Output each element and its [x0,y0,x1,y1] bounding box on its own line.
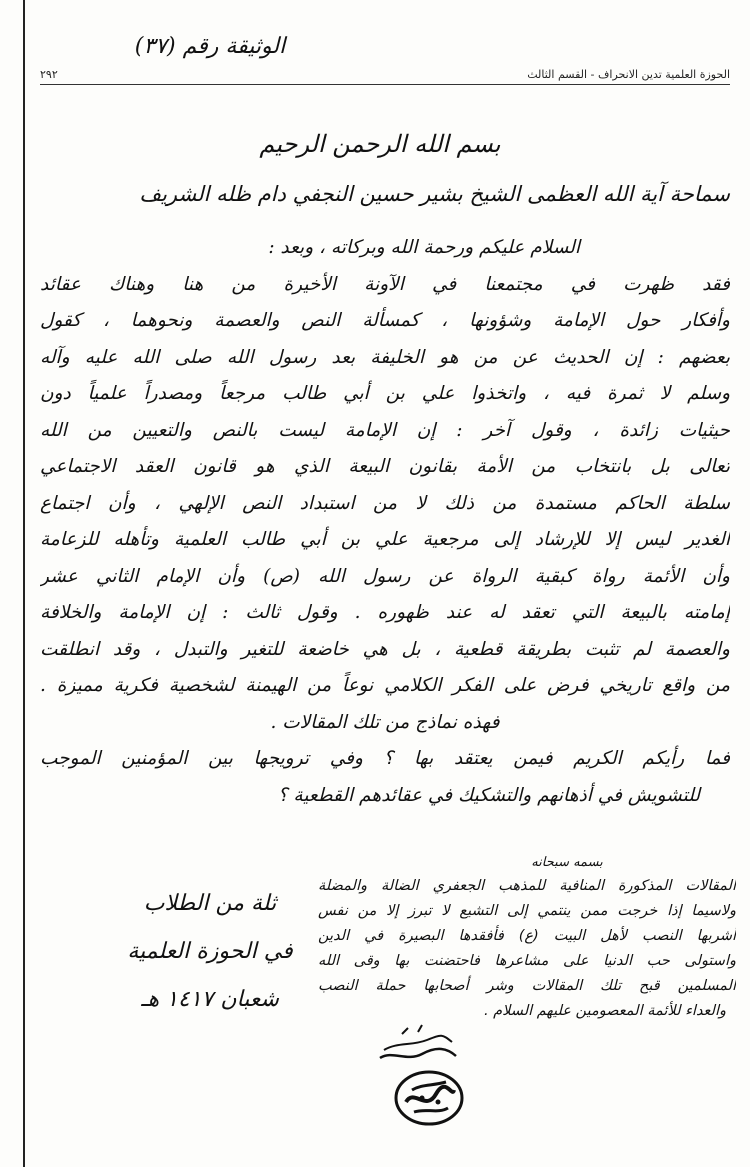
letter-line: وأن الأئمة رواة كبقية الرواة عن رسول الله (ص) وأن الإمام الثاني عشر [40,565,730,587]
letter-line: وأفكار حول الإمامة وشؤونها ، كمسألة النص والعصمة ونحوهما ، كقول [40,310,730,331]
letter-line: إمامته بالبيعة التي تعقد له عند ظهوره . وقول ثالث : إن الإمامة والخلافة [40,602,730,623]
reply-line: واستولى حب الدنيا على مشاعرها فاحتضنت بها وقى الله [318,953,736,969]
signature-scribble [372,1020,462,1070]
letter-line: بعضهم : إن الحديث عن من هو الخليفة بعد رسول الله صلى الله عليه وآله [40,346,730,368]
letter-line: تعالى بل بانتخاب من الأمة بقانون البيعة الذي هو قانون العقد الاجتماعي [40,456,730,477]
basmala: بسم الله الرحمن الرحيم [259,130,501,158]
running-title: الحوزة العلمية تدين الانحراف - القسم الثالث [527,67,730,81]
seal-stamp [392,1068,466,1128]
reply-section [318,855,736,1024]
signatory-date: شعبان ١٤١٧ هـ [141,987,279,1012]
letter-line: حيثيات زائدة ، وقول آخر : إن الإمامة ليست بالنص والتعيين من الله [40,419,730,441]
reply-line: ولاسيما إذا خرجت ممن ينتمي إلى التشيع لا تبرز إلا من نفس [318,903,736,919]
letter-body [40,230,730,814]
addressee-line: سماحة آية الله العظمى الشيخ بشير حسين النجفي دام ظله الشريف [139,182,730,206]
reply-line: أشربها النصب لأهل البيت (ع) فأفقدها البصيرة في الدين [318,928,736,944]
letter-line: الغدير ليس إلا للإرشاد إلى مرجعية علي بن أبي طالب العلمية وتأهله للزعامة [40,529,730,550]
signatories [95,880,325,1024]
reply-line: المسلمين قبح تلك المقالات وشر أصحابها حملة النصب [318,978,736,994]
letter-line: فهذه نماذج من تلك المقالات . [270,711,500,733]
letter-line: والعصمة لم تثبت بطريقة قطعية ، بل هي خاضعة للتغير والتبدل ، وقد انطلقت [40,638,730,660]
reply-line: المقالات المذكورة المنافية للمذهب الجعفري الضالة والمضلة [318,878,736,894]
letter-line: سلطة الحاكم مستمدة من ذلك لا من استبداد النص الإلهي ، وأن اجتماع [40,492,730,514]
signatory-line: في الحوزة العلمية [127,939,293,964]
signatory-line: ثلة من الطلاب [143,891,277,916]
document-number: الوثيقة رقم (٣٧) [134,34,286,59]
letter-line: فقد ظهرت في مجتمعنا في الآونة الأخيرة من هنا وهناك عقائد [40,273,730,295]
reply-line: والعداء للأئمة المعصومين عليهم السلام . [483,1003,726,1019]
page-number: ٢٩٢ [40,67,58,81]
running-header [40,64,730,84]
letter-line: فما رأيكم الكريم فيمن يعتقد بها ؟ وفي ترويجها بين المؤمنين الموجب [40,748,730,769]
header-rule [40,84,730,85]
letter-line: من واقع تاريخي فرض على الفكر الكلامي نوعاً من الهيمنة لشخصية فكرية مميزة . [40,675,730,696]
letter-line: وسلم لا ثمرة فيه ، واتخذوا علي بن أبي طالب مرجعاً ومصدراً علمياً دون [40,383,730,404]
letter-line: للتشويش في أذهانهم والتشكيك في عقائدهم القطعية ؟ [277,784,700,806]
reply-heading: بسمه سبحانه [531,855,603,870]
letter-line: السلام عليكم ورحمة الله وبركاته ، وبعد : [268,237,580,258]
left-margin-line [23,0,25,1167]
